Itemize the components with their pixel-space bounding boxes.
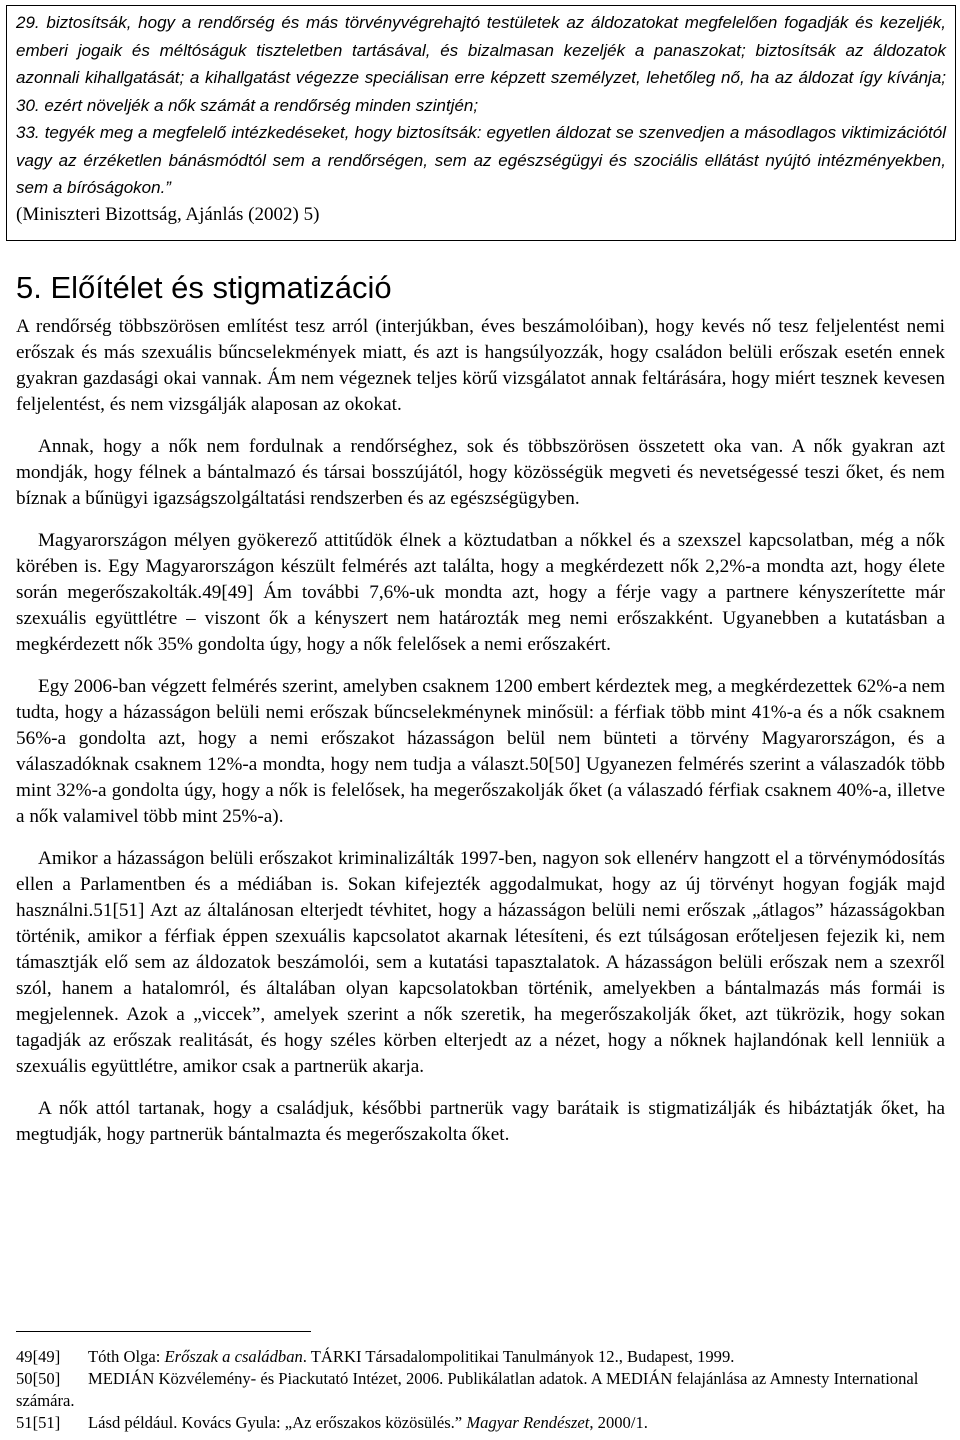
paragraph-6: A nők attól tartanak, hogy a családjuk, későbbi partnerük vagy barátaik is stigmatizálják és hibáztatják őket, ha megtudják, hogy partnerük bántalmazta és megerőszakolta őket. xyxy=(16,1098,945,1145)
footnote-title: Erőszak a családban xyxy=(164,1347,303,1366)
paragraph-4: Egy 2006-ban végzett felmérés szerint, amelyben csaknem 1200 embert kérdeztek meg, a megkérdezettek 62%-a nem tudta, hogy a házasságon belüli nemi erőszak bűncselekménynek minősül: a férfiak több mint 41%-a és a nők csaknem 56%-a gondolta azt, hogy a nemi erőszakot házasságon belül nem bünteti a törvény Magyarországon, és a válaszadóknak csaknem 12%-a mondta, hogy nem tudja a választ.50[50] Ugyanezen felmérés szerint a válaszadók több mint 32%-a gondolta úgy, hogy a nők is felelősek, ha megerőszakolják őket (a válaszadó férfiak csaknem 40%-a, illetve a nők valamivel több mint 25%-a). xyxy=(16,676,945,827)
footnote-separator xyxy=(16,1331,311,1332)
paragraph-1: A rendőrség többszörösen említést tesz arról (interjúkban, éves beszámolóiban), hogy kevés nő tesz feljelentést nemi erőszak és más szexuális bűncselekmények miatt, és azt is hangsúlyozzák, hogy családon belüli erőszak esetén ennek gyakran gazdasági okai vannak. Ám nem végeznek teljes körű vizsgálatot annak feltárására, hogy miért tesznek kevesen feljelentést, és nem vizsgálják alaposan az okokat. xyxy=(16,316,945,415)
paragraph-2: Annak, hogy a nők nem fordulnak a rendőrséghez, sok és többszörösen összetett oka van. A nők gyakran azt mondják, hogy félnek a bántalmazó és társai bosszújától, hogy közösségük megveti és nevetségessé teszi őket, és nem bíznak a bűnügyi igazságszolgáltatási rendszerben és az egészségügyben. xyxy=(16,436,945,509)
recommendation-item-33: 33. tegyék meg a megfelelő intézkedéseket, hogy biztosítsák: egyetlen áldozat se szenvedjen a másodlagos viktimizációtól vagy az érzéketlen bánásmódtól sem a rendőrségen, sem az egészségügyi és szociális ellátást nyújtó intézményekben, sem a bíróságokon.” xyxy=(16,123,946,197)
footnote-49 xyxy=(16,1346,945,1368)
paragraph-5: Amikor a házasságon belüli erőszakot kriminalizálták 1997-ben, nagyon sok ellenérv hangzott el a törvénymódosítás ellen a Parlamentben és a médiában is. Sokan kifejezték aggodalmukat, hogy az új törvényt hogyan fogják majd használni.51[51] Azt az általánosan elterjedt tévhitet, hogy a házasságon belüli nemi erőszak „átlagos” házasságokban történik, amikor a férfiak éppen szexuális kapcsolatot akarnak létesíteni, és ezt túlságosan erőteljesen fejezik ki, nem támasztják elő sem az áldozatok beszámolói, sem a kutatási tapasztalatok. A házasságon belüli erőszak nem a szexről szól, hanem a hatalomról, és általában olyan kapcsolatokban történik, amelyekben a bántalmazás más formái is megjelennek. Azok a „viccek”, amelyek szerint a nők szeretik, ha megerőszakolják őket, azt tükrözik, hogy sokan tagadják az erőszak realitását, és hogy széles körben elterjedt az a nézet, hogy a nőknek hajlandónak kell lenniük a szexuális együttlétre, amikor csak a partnerük akarja. xyxy=(16,848,945,1077)
footnote-51 xyxy=(16,1412,945,1434)
footnote-text-after: , 2000/1. xyxy=(589,1413,648,1432)
section-title: 5. Előítélet és stigmatizáció xyxy=(16,270,392,305)
footnote-text: Lásd például. Kovács Gyula: „Az erőszakos közösülés.” xyxy=(88,1413,467,1432)
footnote-mark: 51[51] xyxy=(16,1413,61,1432)
quote-source: (Miniszteri Bizottság, Ajánlás (2002) 5) xyxy=(16,203,320,225)
footnotes xyxy=(16,1346,945,1434)
footnote-text: MEDIÁN Közvélemény- és Piackutató Intézet, 2006. Publikálatlan adatok. A MEDIÁN felajánlása az Amnesty International számára. xyxy=(16,1369,919,1410)
recommendation-item-29: 29. biztosítsák, hogy a rendőrség és más törvényvégrehajtó testületek az áldozatokat megfelelően fogadják és kezeljék, emberi jogaik és méltóságuk tiszteletben tartásával, és bizalmasan kezeljék a panaszokat; biztosítsák az áldozatok azonnali kihallgatását; a kihallgatást végezze speciálisan erre képzett személyzet, lehetőleg nő, ha az áldozat így kívánja; xyxy=(16,13,946,87)
footnote-title: Magyar Rendészet xyxy=(466,1413,590,1432)
recommendation-item-30: 30. ezért növeljék a nők számát a rendőrség minden szintjén; xyxy=(16,95,479,115)
footnote-mark: 50[50] xyxy=(16,1369,61,1388)
section-body xyxy=(16,314,945,1164)
paragraph-3: Magyarországon mélyen gyökerező attitűdök élnek a köztudatban a nőkkel és a szexszel kapcsolatban, még a nők körében is. Egy Magyarországon készült felmérés azt találta, hogy a megkérdezett nők 2,2%-a mondta azt, hogy élete során megerőszakolták.49[49] Ám további 7,6%-uk mondta azt, hogy a férje vagy a partnere kényszerítette már szexuális együttlétre – viszont ők a kényszert nem határozták meg nemi erőszakként. Ugyanebben a kutatásban a megkérdezett nők 35% gondolta úgy, hogy a nők felelősek a nemi erőszakért. xyxy=(16,530,945,655)
footnote-text: Tóth Olga: xyxy=(88,1347,165,1366)
footnote-mark: 49[49] xyxy=(16,1347,61,1366)
footnote-text-after: . TÁRKI Társadalompolitikai Tanulmányok 12., Budapest, 1999. xyxy=(302,1347,735,1366)
recommendation-quote-box xyxy=(6,5,956,241)
footnote-50 xyxy=(16,1368,945,1412)
